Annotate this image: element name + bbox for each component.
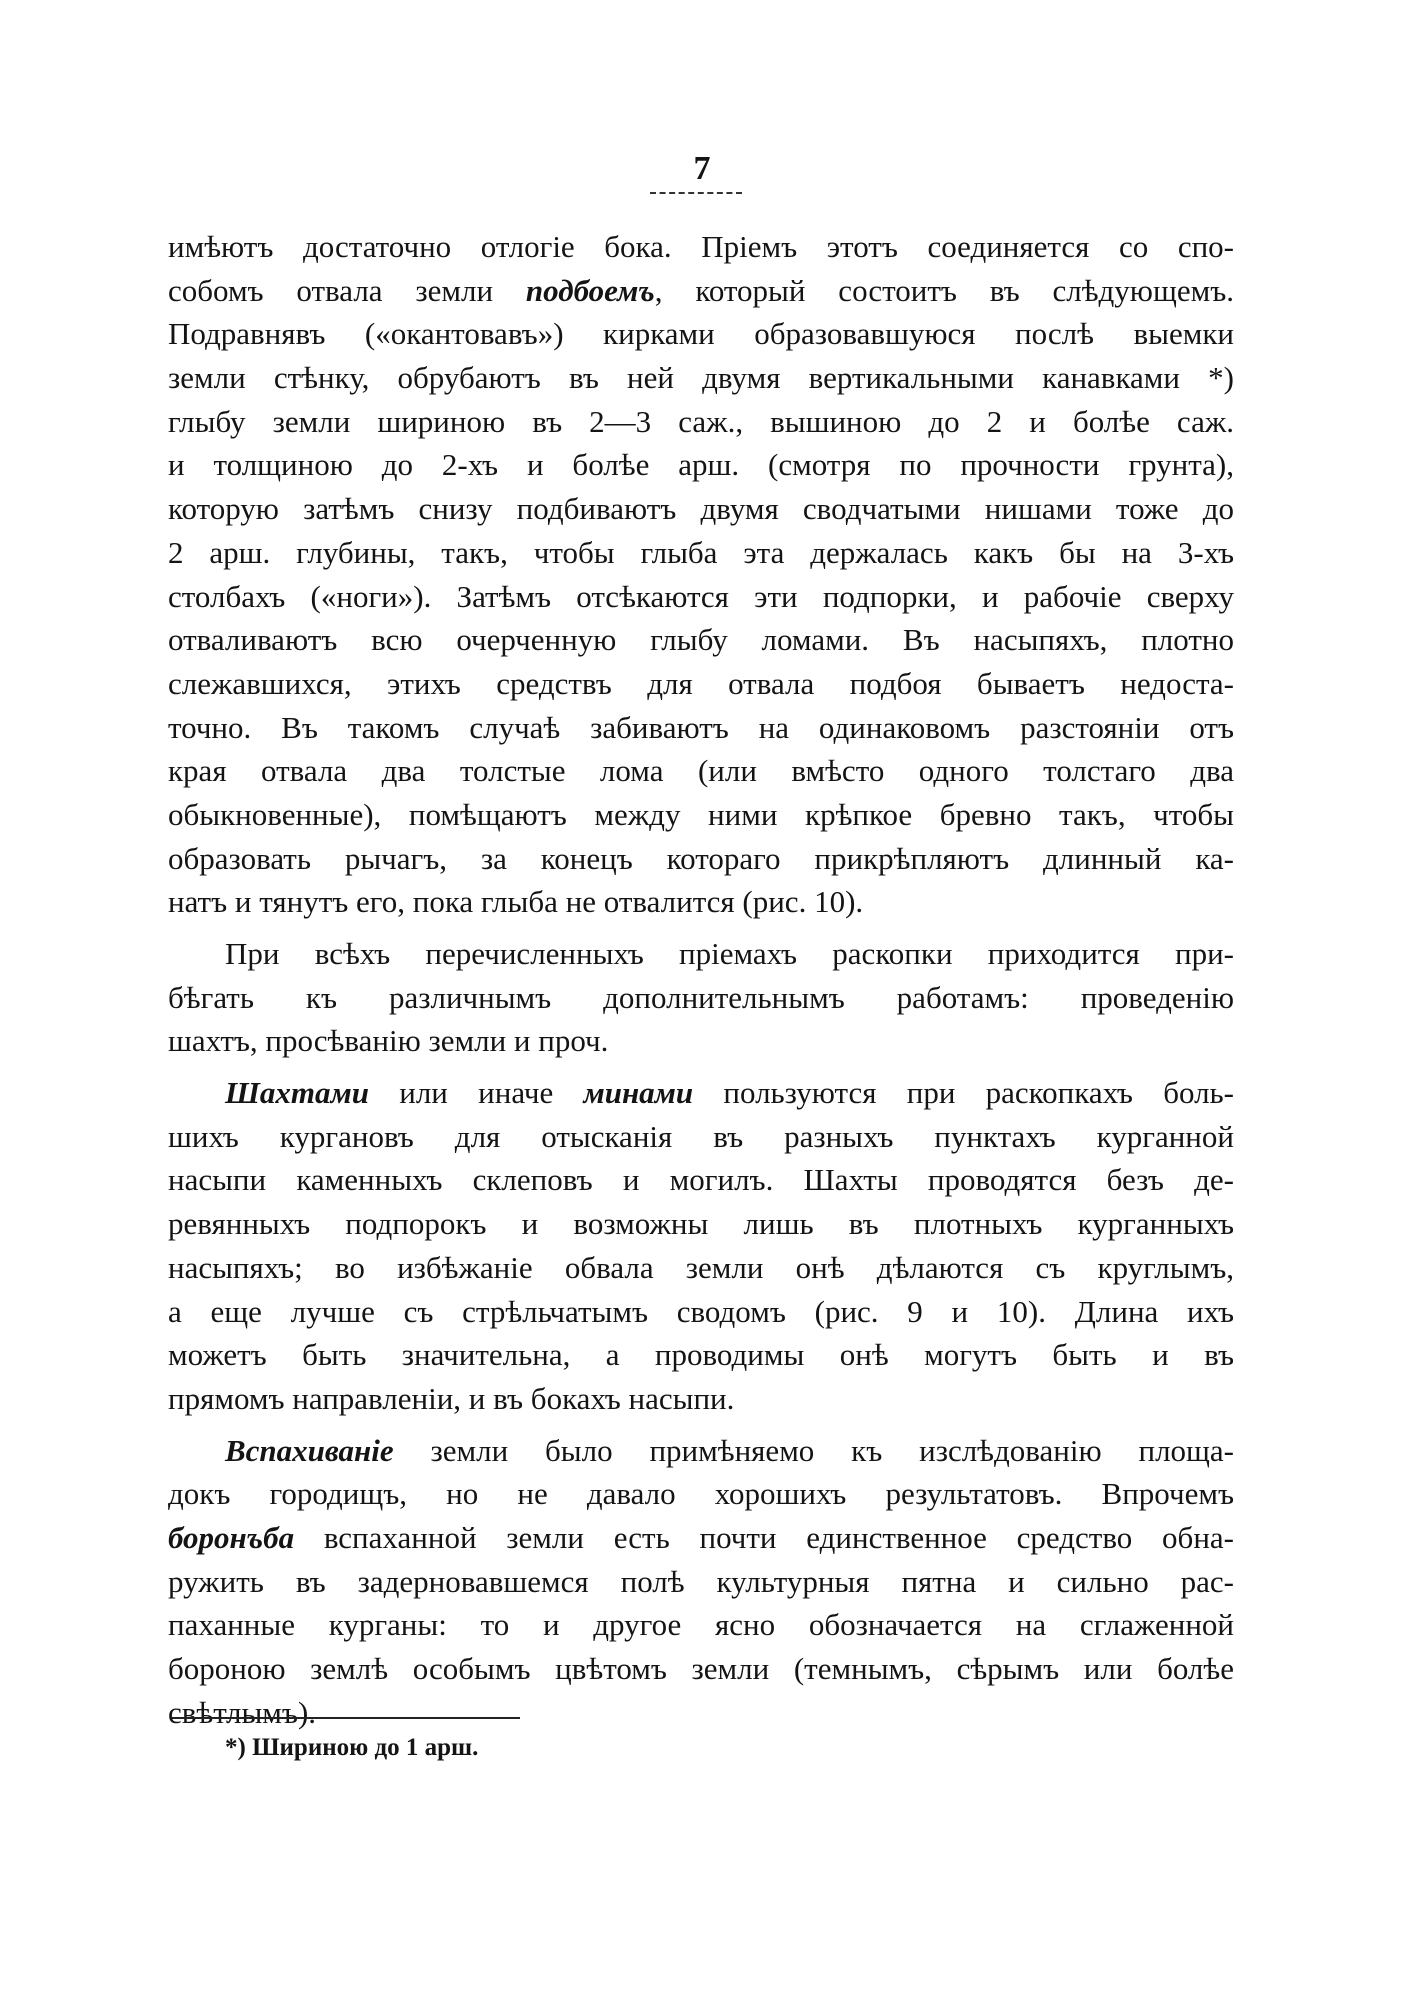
term-shakhty: Шахтами [225, 1075, 369, 1111]
footnote-rule [172, 1717, 520, 1719]
term-miny: минами [583, 1075, 694, 1111]
text-line: бѣгать къ различнымъ дополнительнымъ работамъ: проведенію [168, 979, 1234, 1015]
text-line: шихъ кургановъ для отысканія въ разныхъ пунктахъ курганной [168, 1118, 1234, 1154]
text-line: шахтъ, просѣванію земли и проч. [168, 1023, 609, 1059]
text-line: земли стѣнку, обрубаютъ въ ней двумя вертикальными канавками *) [168, 360, 1234, 396]
text-line: можетъ быть значительна, а проводимы онѣ могутъ быть и въ [168, 1337, 1234, 1373]
text-line: насыпи каменныхъ склеповъ и могилъ. Шахты проводятся безъ де- [168, 1162, 1234, 1198]
page-number: 7 [693, 150, 711, 187]
term-podboem: подбоемъ [525, 272, 655, 308]
text-run: собомъ отвала земли [168, 272, 526, 308]
text-run: вспаханной земли есть почти единственное средство обна- [294, 1519, 1234, 1555]
text-line: столбахъ («ноги»). Затѣмъ отсѣкаются эти подпорки, и рабочіе сверху [168, 578, 1234, 614]
text-line [168, 1429, 1234, 1473]
text-line [168, 269, 1234, 313]
text-line: ружить въ задерновавшемся полѣ культурныя пятна и сильно рас- [168, 1563, 1234, 1599]
text-line: отваливаютъ всю очерченную глыбу ломами. Въ насыпяхъ, плотно [168, 622, 1234, 658]
term-boronba: боронъба [168, 1519, 295, 1555]
text-line: края отвала два толстые лома (или вмѣсто одного толстаго два [168, 753, 1234, 789]
text-line: паханные курганы: то и другое ясно обозначается на сглаженной [168, 1607, 1234, 1643]
text-line: Подравнявъ («окантовавъ») кирками образовавшуюся послѣ выемки [168, 316, 1234, 352]
text-run: земли было примѣняемо къ изслѣдованію площа- [393, 1432, 1234, 1468]
text-line: При всѣхъ перечисленныхъ пріемахъ раскопки приходится при- [225, 936, 1234, 971]
text-line: образовать рычагъ, за конецъ котораго прикрѣпляютъ длинный ка- [168, 840, 1234, 876]
text-line: имѣютъ достаточно отлогіе бока. Пріемъ этотъ соединяется со спо- [168, 229, 1234, 264]
text-line [168, 1071, 1234, 1115]
text-line: бороною землѣ особымъ цвѣтомъ земли (темнымъ, сѣрымъ или болѣе [168, 1651, 1234, 1686]
text-line: слежавшихся, этихъ средствъ для отвала подбоя бываетъ недоста- [168, 665, 1234, 701]
text-line: обыкновенные), помѣщаютъ между ними крѣпкое бревно такъ, чтобы [168, 796, 1234, 832]
text-block [168, 225, 1234, 1734]
text-line: докъ городищъ, но не давало хорошихъ результатовъ. Впрочемъ [168, 1476, 1234, 1512]
page-number-rule [650, 192, 742, 194]
text-line: которую затѣмъ снизу подбиваютъ двумя сводчатыми нишами тоже до [168, 491, 1234, 527]
term-vspakhivanie: Вспахиваніе [225, 1432, 394, 1468]
text-line: глыбу земли шириною въ 2—3 саж., вышиною до 2 и болѣе саж. [168, 403, 1234, 439]
footnote: *) Шириною до 1 арш. [225, 1734, 479, 1761]
text-run: , который состоитъ въ слѣдующемъ. [654, 272, 1234, 308]
text-run: или иначе [369, 1075, 584, 1111]
text-line: прямомъ направленіи, и въ бокахъ насыпи. [168, 1380, 735, 1416]
text-line [168, 1516, 1234, 1560]
text-line: ревянныхъ подпорокъ и возможны лишь въ плотныхъ курганныхъ [168, 1206, 1234, 1242]
text-line: свѣтлымъ). [168, 1694, 317, 1730]
text-line: а еще лучше съ стрѣльчатымъ сводомъ (рис. 9 и 10). Длина ихъ [168, 1293, 1234, 1329]
text-run: пользуются при раскопкахъ боль- [693, 1075, 1234, 1111]
text-line: натъ и тянутъ его, пока глыба не отвалится (рис. 10). [168, 884, 864, 920]
text-line: точно. Въ такомъ случаѣ забиваютъ на одинаковомъ разстояніи отъ [168, 709, 1234, 745]
text-line: 2 арш. глубины, такъ, чтобы глыба эта держалась какъ бы на 3-хъ [168, 534, 1234, 570]
text-line: и толщиною до 2-хъ и болѣе арш. (смотря по прочности грунта), [168, 447, 1234, 483]
text-line: насыпяхъ; во избѣжаніе обвала земли онѣ дѣлаются съ круглымъ, [168, 1249, 1234, 1285]
